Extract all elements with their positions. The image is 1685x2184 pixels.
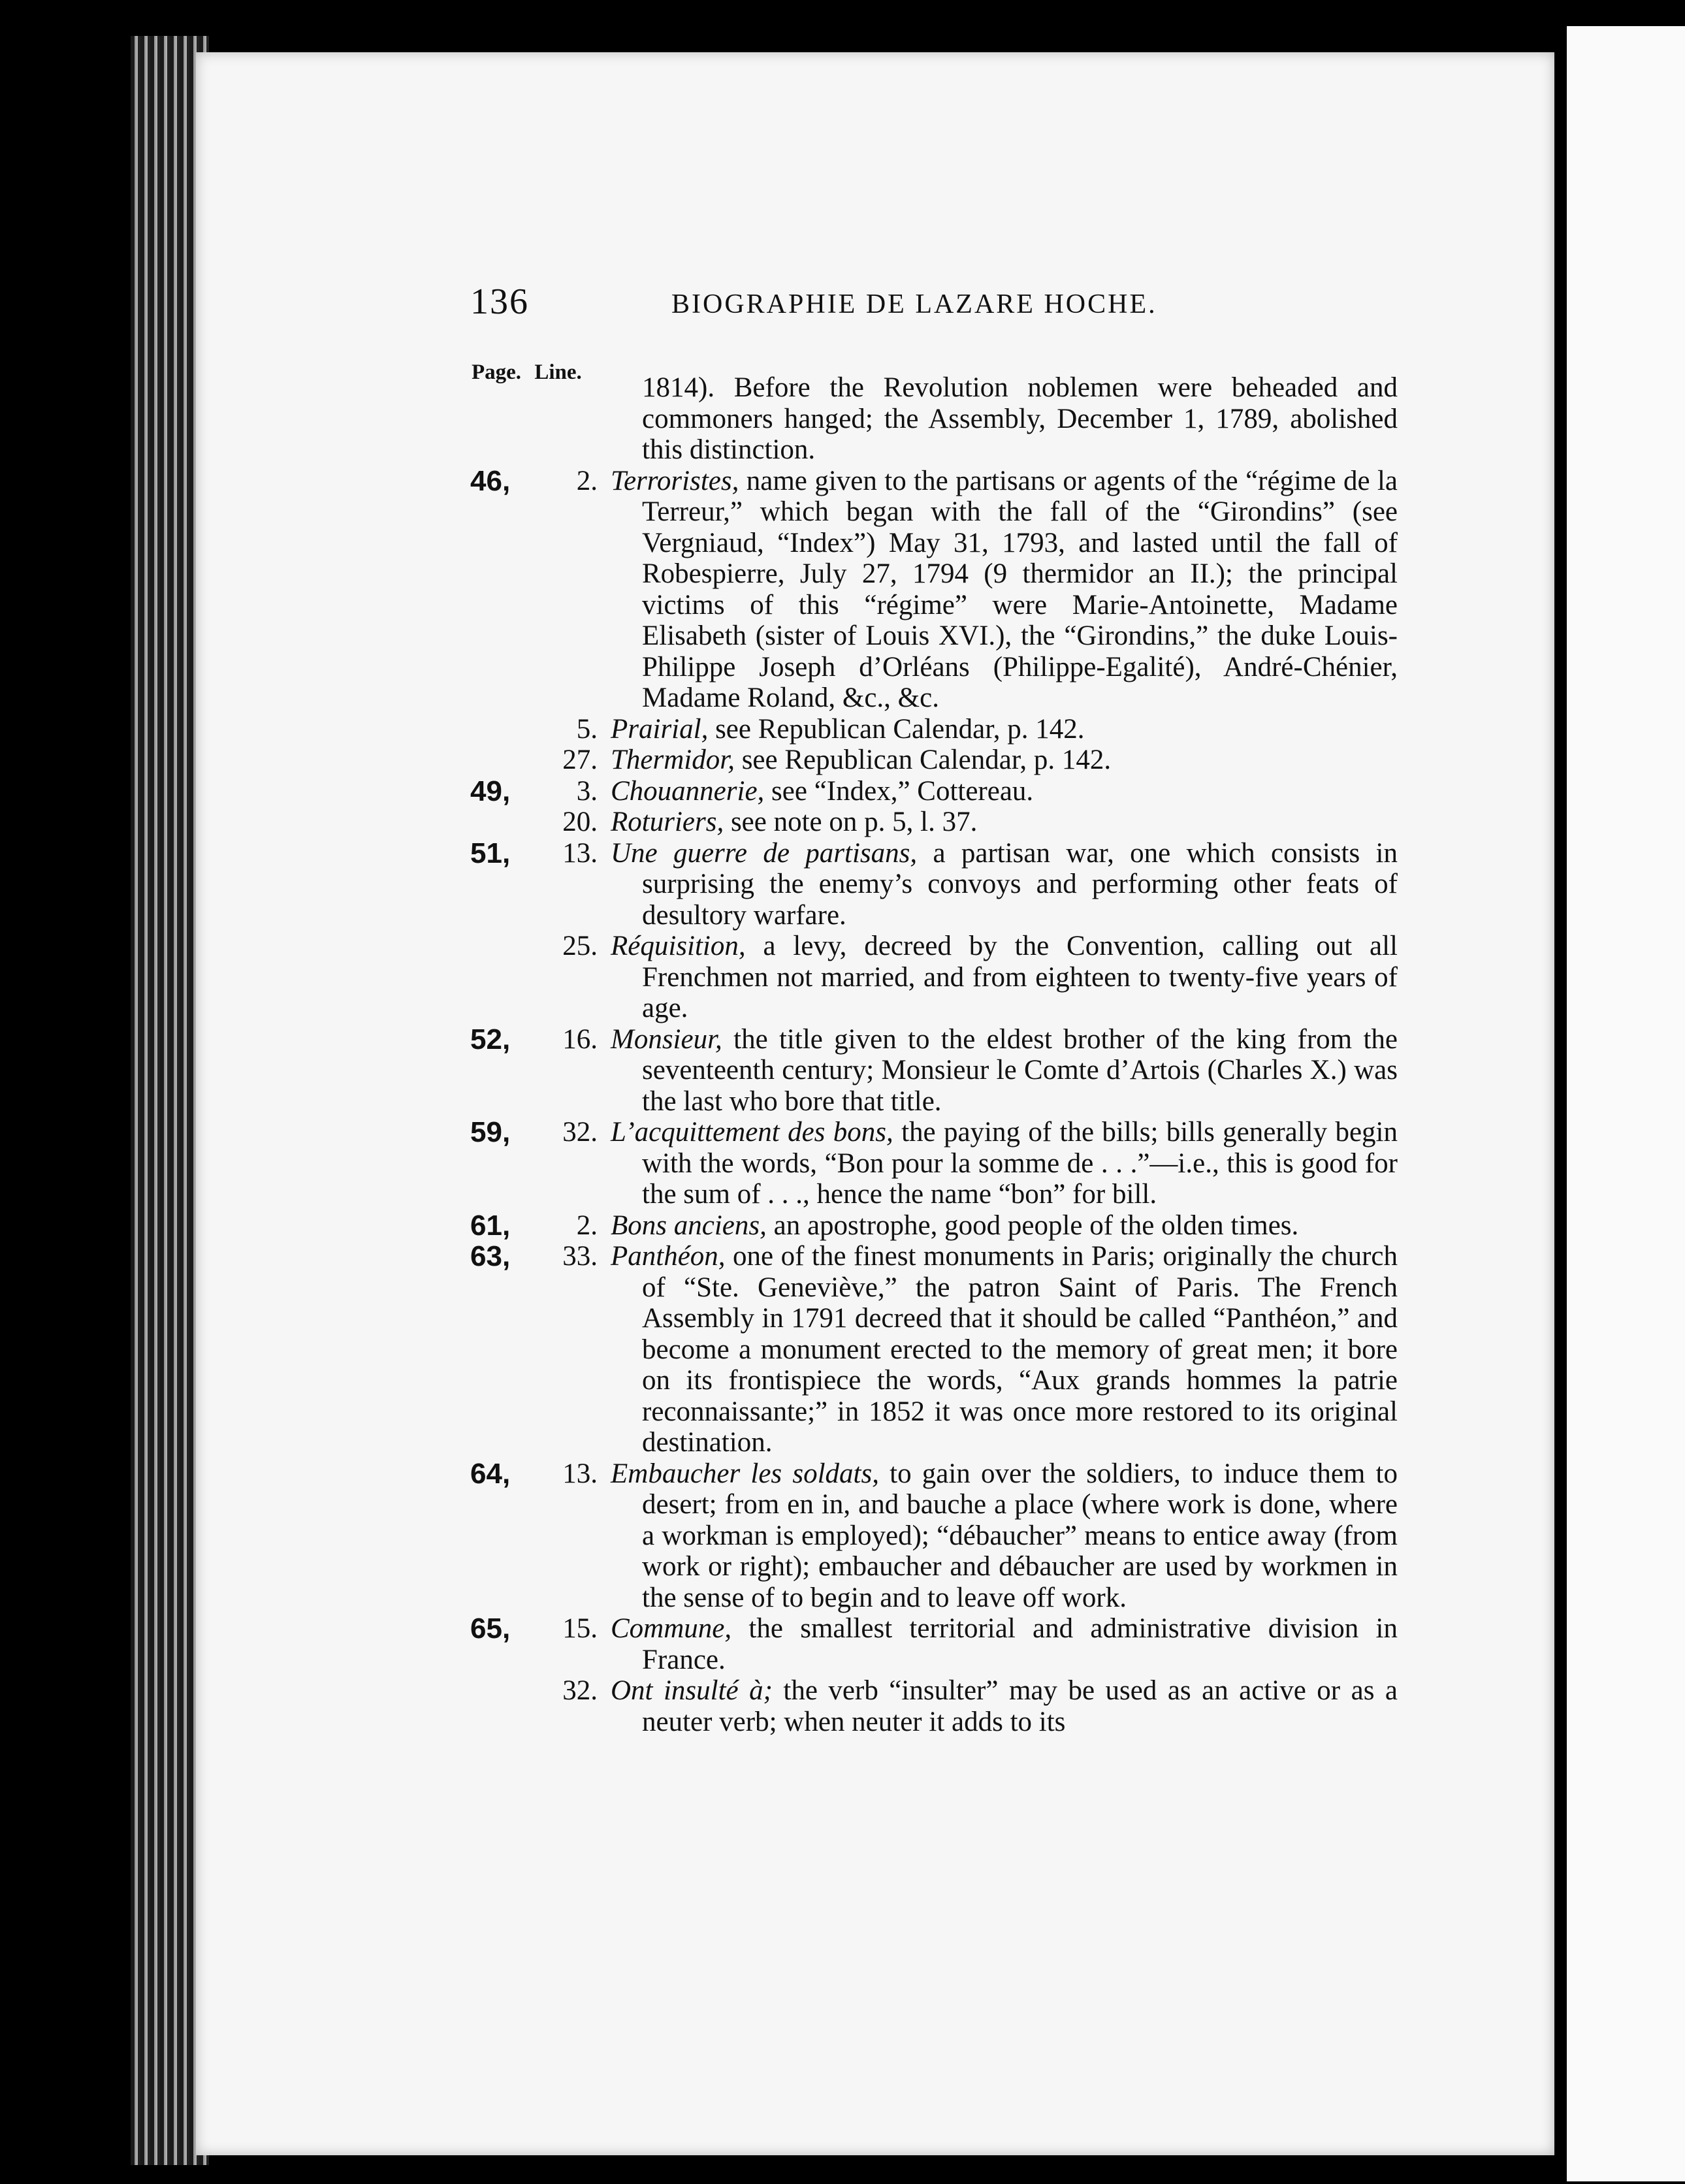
note-line-ref: 2. [576, 465, 598, 496]
note-term: Prairial, [611, 713, 709, 745]
note-page-ref: 51, [470, 837, 511, 869]
note-text [611, 931, 1398, 1024]
note-entry [470, 466, 1398, 714]
note-text [611, 1613, 1398, 1675]
note-body: the title given to the eldest brother of the king from the seventeenth century; Monsieur le Comte d’Artois (Charles X.) was the last who bore that title. [642, 1023, 1398, 1117]
note-page-ref [470, 372, 545, 466]
note-entry [470, 1024, 1398, 1117]
note-line-ref: 2. [576, 1210, 598, 1241]
note-entry [470, 807, 1398, 838]
note-entry [470, 1210, 1398, 1242]
note-page-ref: 46, [470, 464, 511, 497]
note-page-ref: 61, [470, 1209, 511, 1242]
note-term: L’acquittement des bons, [611, 1117, 893, 1148]
note-text [611, 1024, 1398, 1117]
running-title: BIOGRAPHIE DE LAZARE HOCHE. [671, 289, 1157, 319]
note-text [611, 466, 1398, 714]
note-line-ref: 27. [562, 745, 598, 775]
note-text [611, 745, 1398, 776]
note-body: one of the finest monuments in Paris; originally the church of “Ste. Geneviève,” the patron Saint of Paris. The French Assembly in 1791 decreed that it should be called “Panthéon,” and become a monument erected to the memory of great men; it bore on its frontispiece the words, “Aux grands hommes la patrie reconnaissante;” in 1852 it was once more restored to its original destination. [642, 1241, 1398, 1458]
note-text [611, 1117, 1398, 1210]
note-body: see Republican Calendar, p. 142. [734, 745, 1112, 775]
note-body: a levy, decreed by the Convention, calling out all Frenchmen not married, and from eighteen to twenty-five years of age. [642, 931, 1398, 1023]
note-page-ref: 65, [470, 1613, 511, 1645]
note-text [611, 807, 1398, 838]
note-page-ref: 49, [470, 775, 511, 807]
note-term: Roturiers, [611, 807, 724, 837]
note-entry [470, 1675, 1398, 1737]
note-entry [470, 1117, 1398, 1210]
note-entry [470, 745, 1398, 776]
note-term: Commune, [611, 1613, 732, 1644]
note-line-ref: 5. [576, 713, 598, 745]
note-text [611, 372, 1398, 466]
note-entry [470, 931, 1398, 1024]
note-term: Thermidor, [611, 745, 735, 775]
note-body: see note on p. 5, l. 37. [724, 807, 978, 837]
note-text [611, 1210, 1398, 1242]
note-line-ref: 3. [576, 775, 598, 807]
note-line-ref: 33. [562, 1241, 598, 1272]
note-term: Bons anciens, [611, 1210, 767, 1241]
note-page-ref [470, 1675, 545, 1737]
note-body: to gain over the soldiers, to induce them to desert; from en in, and bauche a place (where work is done, where a workman is employed); “débaucher” means to entice away (from work or right); embaucher and débaucher are used by workmen in the sense of to begin and to leave off work. [642, 1458, 1398, 1613]
note-entry [470, 1613, 1398, 1675]
note-term: Chouannerie, [611, 775, 765, 807]
note-text [611, 714, 1398, 745]
note-body: the smallest territorial and administrative division in France. [642, 1613, 1398, 1675]
note-line-ref: 25. [562, 931, 598, 961]
note-term: Réquisition, [611, 931, 746, 961]
note-body: the paying of the bills; bills generally begin with the words, “Bon pour la somme de . . .”—i.e., this is good for the sum of . . ., hence the name “bon” for bill. [642, 1117, 1398, 1210]
note-entry [470, 1458, 1398, 1614]
note-term: Embaucher les soldats, [611, 1458, 879, 1489]
note-line-ref: 15. [562, 1613, 598, 1644]
note-line-ref: 20. [562, 807, 598, 837]
note-body: a partisan war, one which consists in surprising the enemy’s convoys and performing other feats of desultory warfare. [642, 837, 1398, 931]
note-line-ref: 13. [562, 837, 598, 869]
page-column-heading: Page. [472, 361, 522, 384]
note-term: Une guerre de partisans, [611, 837, 918, 869]
note-page-ref [470, 807, 545, 838]
note-page-ref [470, 745, 545, 776]
note-text [611, 1458, 1398, 1614]
note-line-ref: 16. [562, 1023, 598, 1055]
line-column-heading: Line. [534, 361, 582, 384]
note-entry [470, 838, 1398, 931]
note-entry [470, 372, 1398, 466]
note-text [611, 1675, 1398, 1737]
note-text [611, 776, 1398, 807]
note-term: Ont insulté à; [611, 1675, 773, 1706]
note-page-ref: 63, [470, 1240, 511, 1272]
notes-list [470, 372, 1398, 1737]
note-entry [470, 1241, 1398, 1458]
note-entry [470, 776, 1398, 807]
note-body: see “Index,” Cottereau. [764, 775, 1034, 807]
note-term: Monsieur, [611, 1023, 722, 1055]
facing-page-edge [1558, 26, 1685, 2181]
note-line-ref [545, 372, 611, 466]
note-body: name given to the partisans or agents of the “régime de la Terreur,” which began with the fall of the “Girondins” (see Vergniaud, “Index”) May 31, 1793, and lasted until the fall of Robespierre, July 27, 1794 (9 thermidor an II.); the principal victims of this “régime” were Marie-Antoinette, Madame Elisabeth (sister of Louis XVI.), the “Girondins,” the duke Louis-Philippe Joseph d’Orléans (Philippe-Egalité), André-Chénier, Madame Roland, &c., &c. [642, 465, 1398, 713]
note-line-ref: 32. [562, 1117, 598, 1148]
note-term: Panthéon, [611, 1241, 726, 1272]
note-entry [470, 714, 1398, 745]
note-text [611, 1241, 1398, 1458]
note-page-ref: 52, [470, 1023, 511, 1055]
note-body: the verb “insulter” may be used as an active or as a neuter verb; when neuter it adds to its [642, 1675, 1398, 1737]
note-page-ref [470, 931, 545, 1024]
note-page-ref [470, 714, 545, 745]
note-text [611, 838, 1398, 931]
note-body: 1814). Before the Revolution noblemen were beheaded and commoners hanged; the Assembly, December 1, 1789, abolished this distinction. [642, 372, 1398, 465]
note-line-ref: 13. [562, 1458, 598, 1489]
note-term: Terroristes, [611, 465, 739, 496]
note-page-ref: 59, [470, 1116, 511, 1148]
page-header [470, 281, 1398, 327]
note-body: see Republican Calendar, p. 142. [708, 713, 1085, 745]
note-body: an apostrophe, good people of the olden times. [766, 1210, 1299, 1241]
page-number: 136 [470, 281, 529, 322]
note-line-ref: 32. [562, 1675, 598, 1706]
note-page-ref: 64, [470, 1457, 511, 1490]
